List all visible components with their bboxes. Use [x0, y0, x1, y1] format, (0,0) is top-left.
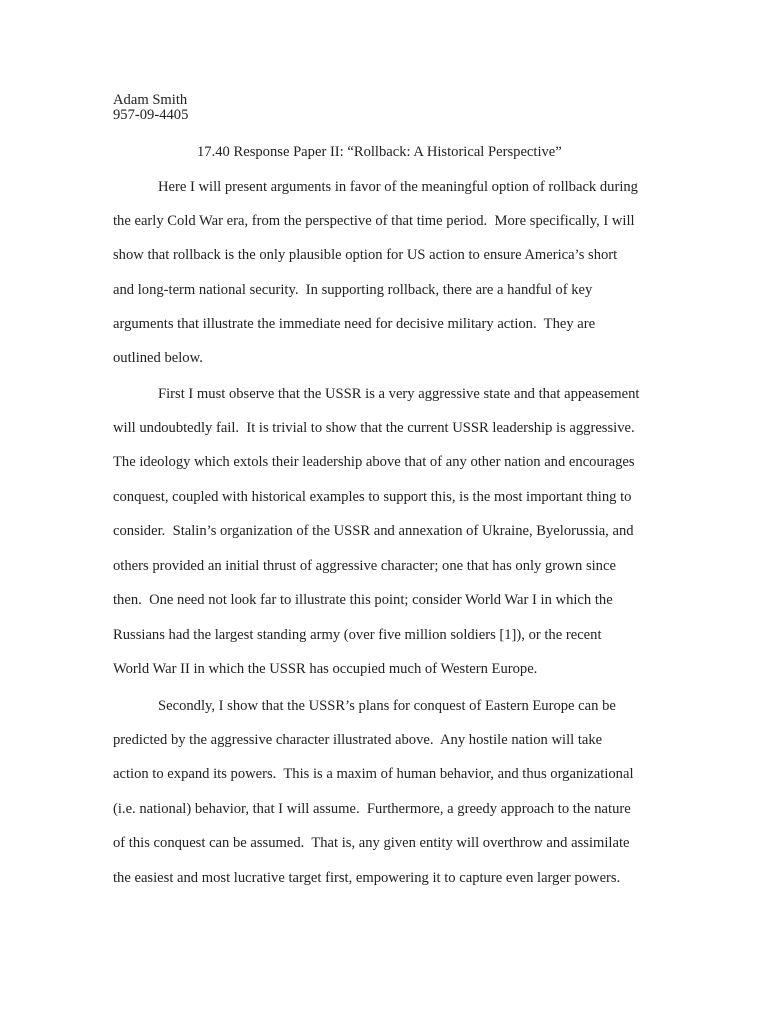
author-id-number: 957-09-4405 — [113, 107, 189, 123]
paragraph-line: then. One need not look far to illustrate this point; consider World War I in which the — [113, 592, 613, 608]
paragraph-line: Here I will present arguments in favor of the meaningful option of rollback during — [158, 179, 638, 195]
author-name: Adam Smith — [113, 92, 188, 108]
paragraph-line: (i.e. national) behavior, that I will assume. Furthermore, a greedy approach to the nature — [113, 801, 631, 817]
paragraph-line: conquest, coupled with historical examples to support this, is the most important thing to — [113, 489, 632, 505]
paragraph-line: others provided an initial thrust of aggressive character; one that has only grown since — [113, 558, 616, 574]
paper-title: 17.40 Response Paper II: “Rollback: A Historical Perspective” — [197, 144, 562, 160]
paragraph-line: Russians had the largest standing army (over five million soldiers [1]), or the recent — [113, 627, 602, 643]
paragraph-line: action to expand its powers. This is a maxim of human behavior, and thus organizational — [113, 766, 634, 782]
paragraph-line: predicted by the aggressive character illustrated above. Any hostile nation will take — [113, 732, 603, 748]
paragraph-line: of this conquest can be assumed. That is, any given entity will overthrow and assimilate — [113, 835, 630, 851]
paragraph-line: will undoubtedly fail. It is trivial to show that the current USSR leadership is aggressive. — [113, 420, 635, 436]
paragraph-line: outlined below. — [113, 350, 203, 366]
paragraph-line: the early Cold War era, from the perspective of that time period. More specifically, I will — [113, 213, 635, 229]
paragraph-line: First I must observe that the USSR is a very aggressive state and that appeasement — [158, 386, 640, 402]
paragraph-line: World War II in which the USSR has occupied much of Western Europe. — [113, 661, 538, 677]
paragraph-line: the easiest and most lucrative target first, empowering it to capture even larger powers. — [113, 870, 621, 886]
paragraph-line: consider. Stalin’s organization of the USSR and annexation of Ukraine, Byelorussia, and — [113, 523, 634, 539]
paragraph-line: and long-term national security. In supporting rollback, there are a handful of key — [113, 282, 593, 298]
paragraph-line: arguments that illustrate the immediate need for decisive military action. They are — [113, 316, 596, 332]
paragraph-line: The ideology which extols their leadership above that of any other nation and encourages — [113, 454, 635, 470]
paragraph-line: Secondly, I show that the USSR’s plans for conquest of Eastern Europe can be — [158, 698, 616, 714]
paragraph-line: show that rollback is the only plausible option for US action to ensure America’s short — [113, 247, 618, 263]
